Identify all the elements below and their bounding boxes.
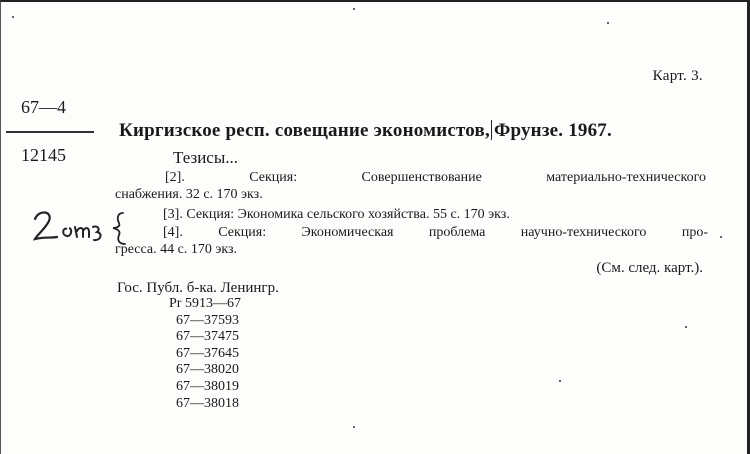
shelfmark-top: 67—4 (21, 97, 66, 117)
section-4-line-2: гресса. 44 с. 170 экз. (115, 242, 237, 257)
shelfmark-bottom: 12145 (21, 145, 66, 165)
paper-speck (353, 8, 355, 10)
call-number: 67—38019 (176, 378, 239, 394)
call-number: Pr 5913—67 (169, 296, 241, 311)
handwritten-note (31, 207, 141, 249)
call-number: 67—37475 (176, 329, 239, 345)
paper-speck (685, 326, 687, 328)
title-part-1: Киргизское респ. совещание экономистов, (119, 120, 490, 141)
section-2-line-1: [2]. Секция: Совершенствование материально-технического (165, 170, 706, 185)
call-number: 67—38018 (176, 395, 239, 411)
call-number: 67—37593 (176, 312, 239, 328)
paper-speck (607, 22, 609, 24)
holding-library: Гос. Публ. б-ка. Ленингр. (117, 280, 279, 296)
shelfmark-divider (6, 131, 94, 133)
entry-subtitle: Тезисы... (173, 148, 239, 167)
call-number: 67—38020 (176, 362, 239, 378)
paper-speck (353, 426, 355, 428)
paper-speck (720, 236, 722, 238)
entry-title (119, 120, 612, 142)
section-2-line-2: снабжения. 32 с. 170 экз. (115, 187, 263, 202)
section-3-line-1: [3]. Секция: Экономика сельского хозяйства. 55 с. 170 экз. (163, 207, 510, 222)
paper-speck (559, 380, 561, 382)
call-number: 67—37645 (176, 345, 239, 361)
see-next-card: (См. след. карт.). (596, 260, 703, 276)
title-part-2: Фрунзе. 1967. (493, 120, 612, 141)
card-number: Карт. 3. (652, 68, 703, 84)
paper-speck (12, 16, 14, 18)
section-4-line-1: [4]. Секция: Экономическая проблема научно-технического про- (163, 225, 708, 240)
call-number-list (169, 296, 241, 412)
pencil-mark (491, 120, 493, 140)
